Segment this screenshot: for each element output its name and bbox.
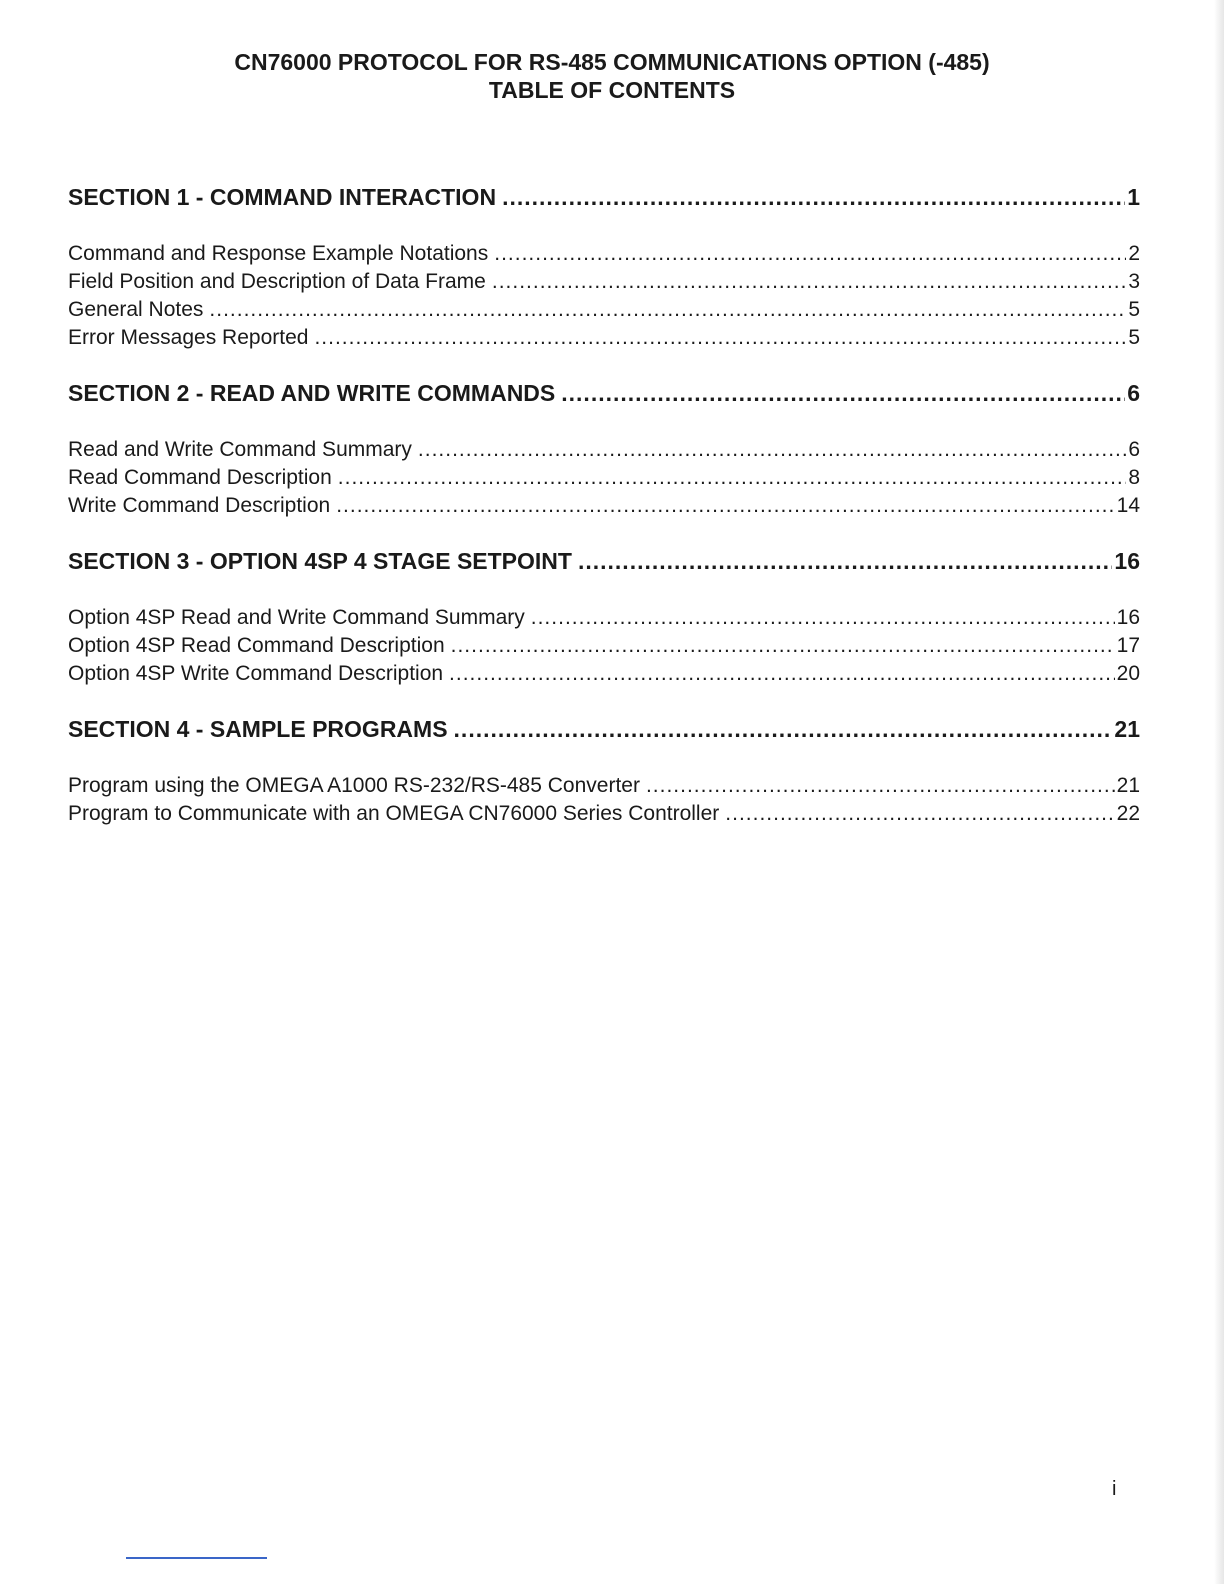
entry-label: Option 4SP Read and Write Command Summary [68, 606, 525, 629]
entry-label: Read Command Description [68, 466, 332, 489]
dot-leader [492, 268, 1126, 296]
toc-entry[interactable] [68, 240, 1140, 268]
entry-page-number: 16 [1116, 606, 1140, 629]
dot-leader [578, 546, 1112, 576]
toc-entry[interactable] [68, 772, 1140, 800]
toc-entry[interactable] [68, 296, 1140, 324]
toc-section-3[interactable] [68, 546, 1140, 576]
toc-entry[interactable] [68, 464, 1140, 492]
entry-label: Command and Response Example Notations [68, 242, 489, 265]
dot-leader [531, 604, 1115, 632]
page-edge-shadow [1214, 0, 1224, 1584]
section-page-number: 21 [1114, 716, 1140, 742]
dot-leader [418, 436, 1126, 464]
entry-label: Option 4SP Read Command Description [68, 634, 445, 657]
section-heading: SECTION 3 - OPTION 4SP 4 STAGE SETPOINT [68, 548, 572, 574]
dot-leader [338, 464, 1127, 492]
dot-leader [209, 296, 1126, 324]
entry-label: Error Messages Reported [68, 326, 309, 349]
toc-entry[interactable] [68, 800, 1140, 828]
section-page-number: 16 [1114, 548, 1140, 574]
toc-entry[interactable] [68, 492, 1140, 520]
dot-leader [449, 660, 1115, 688]
section-heading: SECTION 1 - COMMAND INTERACTION [68, 184, 497, 210]
dot-leader [646, 772, 1115, 800]
dot-leader [454, 714, 1113, 744]
entry-page-number: 3 [1128, 270, 1140, 293]
entry-label: Program to Communicate with an OMEGA CN76000 Series Controller [68, 802, 720, 825]
dot-leader [451, 632, 1115, 660]
section-heading: SECTION 2 - READ AND WRITE COMMANDS [68, 380, 556, 406]
dot-leader [314, 324, 1126, 352]
section-page-number: 1 [1127, 184, 1140, 210]
section-page-number: 6 [1127, 380, 1140, 406]
entry-label: Program using the OMEGA A1000 RS-232/RS-485 Converter [68, 774, 640, 797]
toc-entry[interactable] [68, 604, 1140, 632]
entry-label: General Notes [68, 298, 204, 321]
entry-page-number: 17 [1116, 634, 1140, 657]
toc-section-2[interactable] [68, 378, 1140, 408]
section-heading: SECTION 4 - SAMPLE PROGRAMS [68, 716, 448, 742]
toc-section-4[interactable] [68, 714, 1140, 744]
dot-leader [494, 240, 1126, 268]
dot-leader [561, 378, 1125, 408]
entry-page-number: 2 [1128, 242, 1140, 265]
document-title [0, 48, 1224, 104]
toc-entry[interactable] [68, 268, 1140, 296]
toc-entry[interactable] [68, 660, 1140, 688]
footer-rule [126, 1557, 267, 1559]
entry-page-number: 21 [1116, 774, 1140, 797]
entry-label: Write Command Description [68, 494, 331, 517]
page-number: i [1112, 1478, 1117, 1500]
title-line-1: CN76000 PROTOCOL FOR RS-485 COMMUNICATIONS OPTION (-485) [234, 49, 990, 75]
entry-label: Option 4SP Write Command Description [68, 662, 444, 685]
dot-leader [725, 800, 1114, 828]
toc-entry[interactable] [68, 436, 1140, 464]
entry-page-number: 14 [1116, 494, 1140, 517]
entry-page-number: 5 [1128, 298, 1140, 321]
dot-leader [502, 182, 1125, 212]
entry-label: Field Position and Description of Data Frame [68, 270, 486, 293]
entry-page-number: 22 [1116, 802, 1140, 825]
entry-page-number: 8 [1128, 466, 1140, 489]
entry-page-number: 5 [1128, 326, 1140, 349]
title-line-2: TABLE OF CONTENTS [488, 77, 736, 103]
dot-leader [336, 492, 1114, 520]
table-of-contents [68, 182, 1140, 828]
toc-entry[interactable] [68, 324, 1140, 352]
entry-page-number: 6 [1128, 438, 1140, 461]
toc-section-1[interactable] [68, 182, 1140, 212]
entry-page-number: 20 [1116, 662, 1140, 685]
toc-entry[interactable] [68, 632, 1140, 660]
entry-label: Read and Write Command Summary [68, 438, 412, 461]
